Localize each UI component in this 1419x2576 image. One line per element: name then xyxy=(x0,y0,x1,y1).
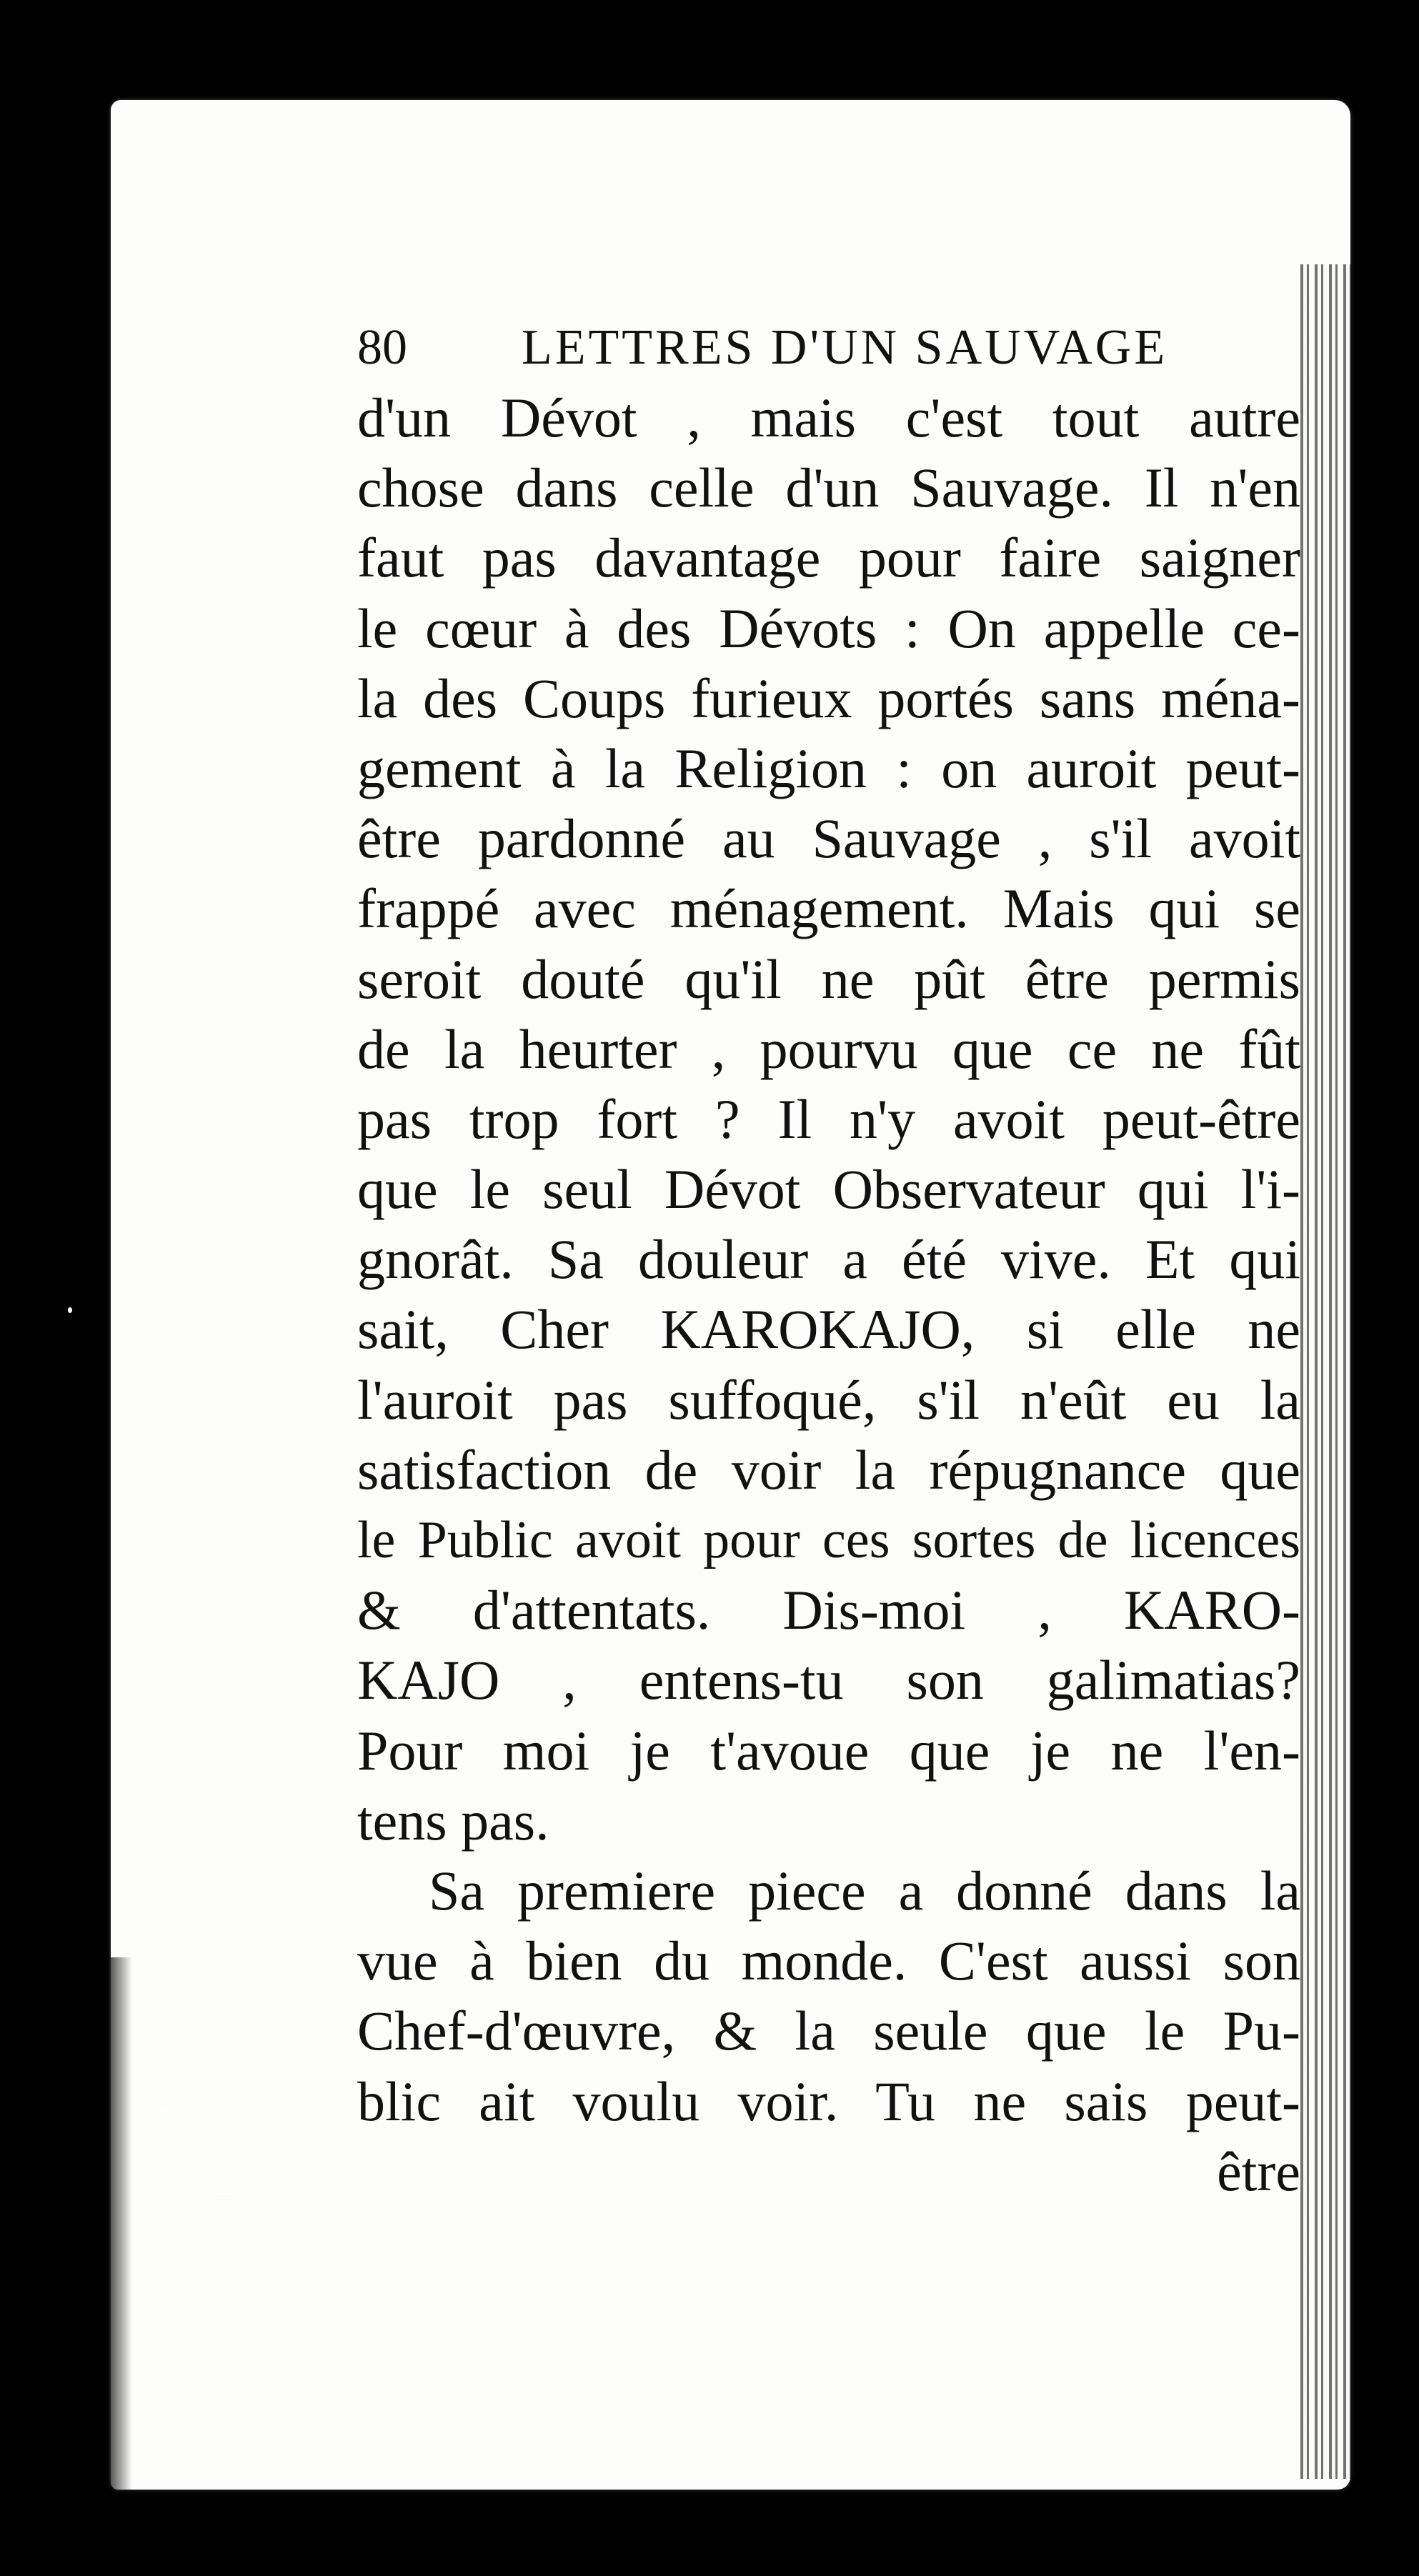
gutter-shadow xyxy=(111,1957,132,2490)
text-line: Chef-d'œuvre, & la seule que le Pu- xyxy=(357,2000,1300,2062)
text-line: être pardonné au Sauvage , s'il avoit xyxy=(357,807,1300,870)
text-line: Pour moi je t'avoue que je ne l'en- xyxy=(357,1719,1300,1782)
dust-speck xyxy=(68,1307,72,1313)
text-line: chose dans celle d'un Sauvage. Il n'en xyxy=(357,456,1300,519)
running-head xyxy=(357,313,1300,383)
text-line: de la heurter , pourvu que ce ne fût xyxy=(357,1017,1300,1080)
body-text xyxy=(357,383,1300,2207)
text-line: tens pas. xyxy=(357,1789,549,1852)
text-line: le Public avoit pour ces sortes de licences xyxy=(357,1511,1300,1569)
text-line: seroit douté qu'il ne pût être permis xyxy=(357,947,1300,1010)
text-line: le cœur à des Dévots : On appelle ce- xyxy=(357,596,1300,659)
text-line: blic ait voulu voir. Tu ne sais peut- xyxy=(357,2070,1300,2132)
text-line: d'un Dévot , mais c'est tout autre xyxy=(357,386,1300,449)
text-line: que le seul Dévot Observateur qui l'i- xyxy=(357,1158,1300,1221)
text-line: & d'attentats. Dis-moi , KARO- xyxy=(357,1579,1300,1642)
text-line: vue à bien du monde. C'est aussi son xyxy=(357,1929,1300,1992)
page-edge-shadow xyxy=(1300,264,1350,2479)
text-line: l'auroit pas suffoqué, s'il n'eût eu la xyxy=(357,1368,1300,1431)
catchword: être xyxy=(1217,2140,1300,2202)
page-text xyxy=(357,313,1300,2207)
text-line: la des Coups furieux portés sans ména- xyxy=(357,667,1300,729)
text-line: KAJO , entens-tu son galimatias? xyxy=(357,1649,1300,1712)
text-line: Sa premiere piece a donné dans la xyxy=(429,1859,1300,1922)
dust-speck xyxy=(161,2107,166,2112)
text-line: gement à la Religion : on auroit peut- xyxy=(357,737,1300,799)
page-number: 80 xyxy=(357,320,407,375)
text-line: sait, Cher KAROKAJO, si elle ne xyxy=(357,1298,1300,1361)
text-line: satisfaction de voir la répugnance que xyxy=(357,1438,1300,1501)
text-line: pas trop fort ? Il n'y avoit peut-être xyxy=(357,1087,1300,1150)
text-line: gnorât. Sa douleur a été vive. Et qui xyxy=(357,1228,1300,1291)
text-line: frappé avec ménagement. Mais qui se xyxy=(357,877,1300,940)
text-line: faut pas davantage pour faire saigner xyxy=(357,526,1300,589)
dust-speck xyxy=(257,1564,260,1567)
running-title: LETTRES D'UN SAUVAGE xyxy=(522,320,1168,375)
dust-speck xyxy=(214,2193,231,2195)
